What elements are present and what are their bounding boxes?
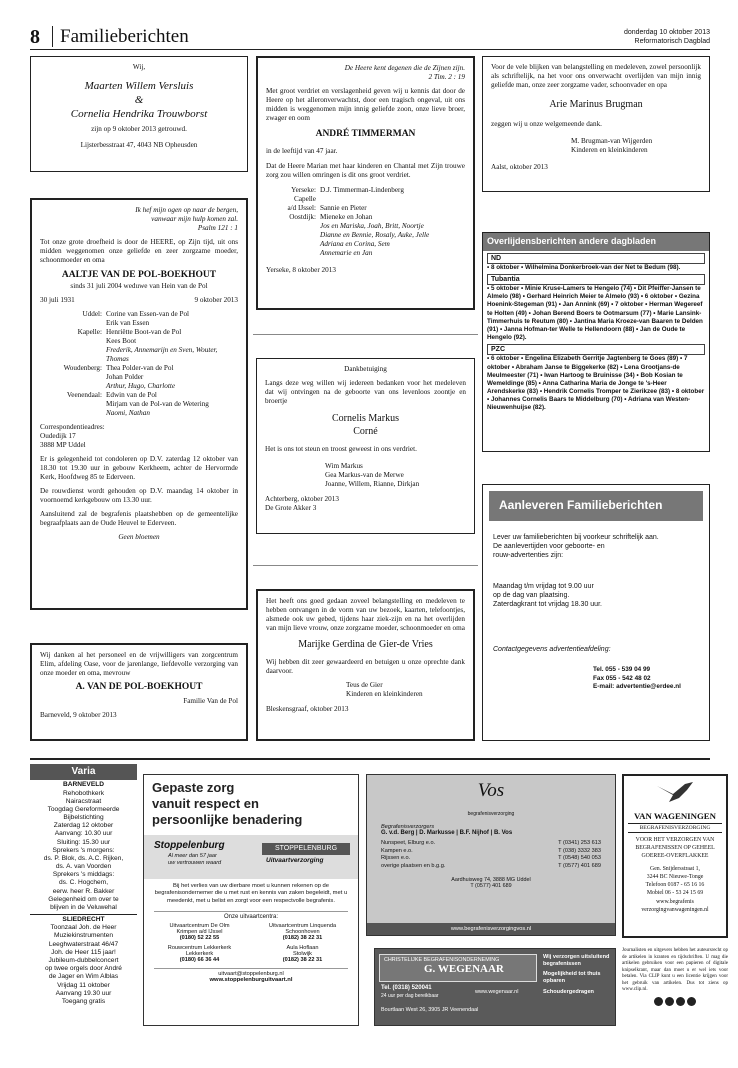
- family-location: Kapelle:: [77, 327, 102, 336]
- submit-text: rouw-advertenties zijn:: [493, 551, 564, 559]
- verse-line2: vanwaar mijn hulp komen zal.: [151, 215, 238, 223]
- family-location: [40, 346, 102, 364]
- signer: Gea Markus-van de Merwe: [325, 471, 404, 479]
- family-location: [40, 400, 102, 409]
- deceased-name: Arie Marinus Brugman: [549, 99, 643, 110]
- family-location: a/d IJssel:: [287, 203, 316, 212]
- clip-circle-icon: [654, 997, 663, 1006]
- centrum-name: Uitvaartcentrum De Olm: [169, 923, 230, 930]
- other-papers-obituaries: [482, 232, 710, 452]
- family-member: Henriëtte Boot-van de Pol: [106, 327, 182, 336]
- wegenaar-address: Bourtlaan West 26, 3905 JR Veenendaal: [381, 1007, 479, 1013]
- thanks-address: De Grote Akker 3: [265, 504, 317, 512]
- signer: Teus de Gier: [346, 680, 383, 689]
- corr-street: Oudedijk 17: [40, 431, 76, 440]
- vos-website[interactable]: www.begrafenisverzorgingvos.nl: [367, 923, 615, 935]
- centrum-phone: (0182) 38 22 31: [282, 957, 323, 964]
- deceased-since: sinds 31 juli 2004 weduwe van Hein van de Pol: [70, 281, 208, 290]
- family-member: Dianne en Bennie, Rosaly, Auke, Jelle: [320, 230, 430, 239]
- family-member: D.J. Timmerman-Lindenberg: [320, 185, 404, 194]
- obituary-text: Dat de Heere Marian met haar kinderen en Chantal met Zijn trouwe zorg zou willen omringen is dit ons groot verdriet.: [266, 161, 465, 179]
- varia-line: Sluiting: 15.30 uur: [56, 838, 111, 846]
- wegenaar-features: [543, 954, 611, 996]
- page-number: 8: [30, 26, 40, 48]
- ad-headline: persoonlijke benadering: [152, 811, 303, 827]
- ad-vos: [366, 774, 616, 936]
- deadline: Zaterdagkrant tot vrijdag 18.30 uur.: [493, 601, 602, 609]
- varia-line: Joh. de Heer 115 jaar!: [51, 948, 116, 956]
- office-phone: T (0341) 253 613: [558, 840, 601, 846]
- varia-heading: Varia: [30, 764, 137, 780]
- marriage-head: Wij,: [132, 63, 146, 71]
- family-location: Veenendaal:: [66, 390, 102, 399]
- varia-line: Aanvang: 10.30 uur: [54, 830, 113, 838]
- thanks-name: A. VAN DE POL-BOEKHOUT: [75, 682, 203, 692]
- contact-email[interactable]: E-mail: advertentie@erdee.nl: [593, 682, 681, 690]
- office-area: Kampen e.o.: [381, 847, 413, 854]
- clip-circle-icon: [676, 997, 685, 1006]
- family-list: [266, 186, 465, 258]
- service-text: De rouwdienst wordt gehouden op D.V. maandag 14 oktober in voornoemd kerkgebouw om 13.30 uur.: [40, 486, 238, 504]
- thanks-corne: [256, 358, 475, 534]
- thanks-text: Wij danken al het personeel en de vrijwilligers van zorgcentrum Elim, afdeling Oase, voor de jarenlange, liefdevolle verzorging van onze moeder en oma, mevrouw: [40, 651, 238, 677]
- vw-phone: Telefoon 0187 - 65 16 16: [645, 882, 705, 889]
- ad-stoppelenburg: [143, 774, 359, 1026]
- section-heading: Overlijdensberichten andere dagbladen: [483, 233, 709, 251]
- vos-office-row: [381, 855, 601, 863]
- family-location: [266, 249, 316, 258]
- paper-label-tubantia: Tubantia: [487, 274, 705, 285]
- ad-brand-band: [144, 835, 358, 879]
- brand-logo-sub: Uitvaartverzorging: [266, 856, 324, 864]
- thanks-place: Aalst, oktober 2013: [491, 162, 548, 171]
- thanks-brugman: [482, 56, 710, 192]
- signers: [325, 462, 466, 489]
- family-member: Johan Polder: [106, 372, 144, 381]
- obituary-aaltje: [30, 198, 248, 610]
- vos-logo: [367, 775, 615, 820]
- signer: Kinderen en kleinkinderen: [346, 689, 423, 698]
- paper-label-nd: ND: [487, 253, 705, 264]
- wegenaar-website[interactable]: www.wegenaar.nl: [475, 989, 519, 995]
- logo-sub: begrafenisverzorging: [467, 811, 515, 817]
- section-heading: Aanleveren Familieberichten: [489, 491, 703, 521]
- contact-phone: Tel. 055 - 539 04 99: [593, 666, 651, 674]
- verse-line1: Ik hef mijn ogen op naar de bergen,: [135, 206, 238, 214]
- marriage-notice: [30, 56, 248, 172]
- vos-offices: [367, 836, 615, 874]
- varia-line: op twee orgels door André: [45, 965, 122, 973]
- clip-notice: [622, 948, 728, 1026]
- ad-text: Bij het verlies van uw dierbare moet u kunnen rekenen op de begrafenisondernemer die u met rust en kennis van zaken begeleidt, met u meedenkt, met u belist en zorgt voor een respectvolle begrafenis.: [154, 882, 348, 905]
- varia-line: eerw. heer R. Bakker: [52, 887, 115, 895]
- family-member: Edwin van de Pol: [106, 390, 157, 399]
- verse-line: De Heere kent degenen die de Zijnen zijn.: [344, 64, 465, 72]
- clip-logo: [622, 997, 728, 1006]
- varia-line: Aanvang 19.30 uur: [55, 989, 112, 997]
- varia-line: BARNEVELD: [62, 781, 105, 789]
- thanks-text: Langs deze weg willen wij iedereen bedanken voor het medeleven dat wij ontvingen na de geboorte van ons levenloos zoontje en broertje: [265, 379, 466, 405]
- ad-email[interactable]: uitvaart@stoppelenburg.nl: [154, 968, 348, 977]
- varia-line: de Jager en Wim Alblas: [48, 973, 119, 981]
- family-location: [40, 382, 102, 391]
- child-name: Cornelis Markus: [332, 413, 399, 424]
- centrum-name: Aula Hoflaan: [286, 945, 319, 952]
- thanks-text: Voor de vele blijken van belangstelling en medeleven, zowel persoonlijk als schriftelijk, na het voor ons onverwacht overlijden van mijn innig geliefde man, onze zeer zorgzame vader, schoonvader en opa: [491, 63, 701, 89]
- family-member: Adriana en Corina, Sem: [320, 239, 390, 248]
- thanks-gier: [256, 589, 475, 741]
- family-location: Uddel:: [82, 309, 102, 318]
- section-title: Familieberichten: [60, 26, 189, 47]
- thanks-text2: zeggen wij u onze welgemeende dank.: [491, 119, 602, 128]
- obituary-intro: Met groot verdriet en verslagenheid geven wij u kennis dat door de Heere op het alleronverwachtst, door een tragisch ongeval, uit ons midden is weggenomen mijn innig geliefde zoon, onze lieve broer, zwager en oom: [266, 87, 465, 122]
- marriage-address: Lijsterbesstraat 47, 4043 NB Opheusden: [80, 141, 198, 150]
- deadline: op de dag van plaatsing.: [493, 591, 570, 599]
- family-location: [266, 231, 316, 240]
- brand-sub: uw vertrouwen waard: [168, 859, 222, 866]
- thanks-heading: Dankbetuiging: [344, 365, 387, 373]
- ad-headline: vanuit respect en: [152, 795, 259, 811]
- varia-line: Toonzaal Joh. de Heer: [50, 924, 117, 932]
- centrum-phone: (0180) 52 22 55: [179, 935, 220, 942]
- varia-line: blijven in de Veluwehal: [50, 903, 117, 911]
- dove-icon: [655, 780, 695, 806]
- family-member: Erik van Essen: [106, 318, 150, 327]
- family-member: Corine van Essen-van de Pol: [106, 309, 190, 318]
- thanks-text2: Wij hebben dit zeer gewaardeerd en betuigen u onze oprechte dank daarvoor.: [266, 657, 465, 675]
- ad-headline: Gepaste zorg: [152, 780, 235, 795]
- vw-sub: BEGRAFENISVERZORGING: [628, 823, 722, 833]
- logo-text: Vos: [477, 780, 505, 801]
- divider: [253, 334, 478, 335]
- clip-circle-icon: [665, 997, 674, 1006]
- family-location: Woudenberg:: [63, 363, 102, 372]
- feature: Wij verzorgen uitsluitend begrafenissen: [543, 954, 610, 967]
- vw-address: 3244 BC Nieuwe-Tonge: [646, 873, 704, 880]
- paper-text-nd: • 8 oktober • Wilhelmina Donkerbroek-van der Net te Bedum (98).: [487, 263, 681, 271]
- family-location: Yerseke:: [291, 185, 316, 194]
- centrum-place: Schoonhoven: [285, 929, 320, 936]
- verse-ref: 2 Tim. 2 : 19: [428, 73, 465, 81]
- clip-text: Journalisten en uitgevers hebben het auteursrecht op de artikelen in kranten en tijdschriften. U mag die artikelen gebruiken voor een papieren of digitale knipselkrant, maar dan moet u er wel iets voor betalen. Via CLIP kunt u een licentie krijgen voor het gebruik van artikelen. Dus tot ziens op www.clip.nl.: [622, 948, 728, 992]
- vos-address: Aardhuisweg 74, 3888 MG Uddel: [451, 877, 531, 884]
- varia-line: Muziekinstrumenten: [53, 932, 113, 940]
- vw-address: Gen. Snijdersstraat 1,: [650, 865, 700, 872]
- header-paper: Reformatorisch Dagblad: [634, 38, 710, 45]
- office-area: Nunspeet, Elburg e.o.: [381, 840, 436, 846]
- centrum-place: Lekkerkerk: [185, 951, 214, 958]
- family-member: Mirjam van de Pol-van de Wetering: [106, 399, 209, 408]
- centra-grid: [144, 920, 358, 966]
- family-location: Capelle: [294, 194, 316, 203]
- varia-line: Rehobothkerk: [62, 789, 105, 797]
- centrum: [148, 945, 251, 963]
- signer: Wim Markus: [325, 462, 363, 470]
- vw-line: BEGRAFENISSEN OP GEHEEL: [635, 845, 715, 852]
- vw-line: GOEREE-OVERFLAKKEE: [641, 853, 709, 860]
- varia-line: Zaterdag 12 oktober: [53, 822, 114, 830]
- vos-office-row: [381, 848, 601, 856]
- varia-line: Sprekers 's morgens:: [52, 846, 115, 854]
- feature: Schoudergedragen: [543, 988, 594, 995]
- brand-name: Stoppelenburg: [154, 839, 225, 851]
- family-member: Annemarie en Jan: [320, 248, 373, 257]
- deceased-name: ANDRÉ TIMMERMAN: [315, 129, 416, 139]
- vw-name: VAN WAGENINGEN: [633, 811, 717, 821]
- varia-line: Leeghwaterstraat 46/47: [48, 940, 119, 948]
- centrum: [251, 923, 354, 941]
- varia-item-sliedrecht: [30, 915, 137, 1006]
- deadline: Maandag t/m vrijdag tot 9.00 uur: [493, 582, 594, 590]
- burial-text: Aansluitend zal de begrafenis plaatshebben op de gemeentelijke begraafplaats aan de Oude Heuvel te Ederveen.: [40, 509, 238, 527]
- vw-line: VOOR HET VERZORGEN VAN: [635, 837, 715, 843]
- deceased-name: Marijke Gerdina de Gier-de Vries: [298, 639, 433, 650]
- signer: Joanne, Willem, Rianne, Dirkjan: [325, 480, 420, 488]
- bride-name: Cornelia Hendrika Trouwborst: [70, 107, 208, 120]
- centra-label: Onze uitvaartcentra:: [154, 911, 348, 920]
- vos-names: G. v.d. Berg | D. Markusse | B.F. Nijhof | B. Vos: [381, 830, 513, 836]
- family-member: Jos en Mariska, Joah, Britt, Noortje: [320, 221, 424, 230]
- contact-fax: Fax 055 - 542 48 02: [593, 674, 651, 682]
- varia-line: SLIEDRECHT: [62, 916, 105, 924]
- header-date: donderdag 10 oktober 2013: [623, 29, 710, 36]
- thanks-place: Bleskensgraaf, oktober 2013: [266, 704, 349, 713]
- ad-van-wageningen: [622, 774, 728, 938]
- centrum-phone: (0180) 66 36 44: [179, 957, 220, 964]
- vw-logo: [624, 776, 726, 811]
- vos-phone: T (0577) 401 689: [470, 883, 512, 890]
- thanks-personnel: [30, 643, 248, 741]
- signers: [346, 681, 465, 699]
- family-member: Sannie en Pieter: [320, 203, 367, 212]
- family-location: [40, 409, 102, 418]
- contact-label: Contactgegevens advertentieafdeling:: [493, 646, 611, 654]
- ampersand: &: [134, 93, 144, 106]
- vw-website[interactable]: www.begrafenis: [656, 898, 694, 905]
- centrum-name: Rouwcentrum Lekkerkerk: [167, 945, 232, 952]
- wegenaar-type: CHRISTELIJKE BEGRAFENISONDERNEMING: [384, 957, 500, 963]
- family-member: Arthur, Hugo, Charlotte: [106, 381, 176, 390]
- vw-info: [624, 836, 726, 914]
- varia-line: ds. A. van Voorden: [55, 863, 112, 871]
- birth-date: 30 juli 1931: [40, 295, 75, 304]
- varia-line: ds. C. Hogchem,: [58, 879, 109, 887]
- centrum: [148, 923, 251, 941]
- verse-ref: Psalm 121 : 1: [197, 224, 238, 232]
- family-location: Oostdijk:: [289, 212, 316, 221]
- office-area: Rijssen e.o.: [381, 855, 411, 862]
- office-phone: T (0548) 540 053: [558, 855, 601, 862]
- varia-line: Toogdag Gereformeerde: [47, 805, 120, 813]
- varia-line: ds. P. Blok, ds. A.C. Rijken,: [43, 854, 124, 862]
- varia-line: Jubileum-dubbelconcert: [48, 957, 119, 964]
- vos-office-row: [381, 863, 601, 871]
- submission-info: [482, 484, 710, 741]
- thanks-family: Familie Van de Pol: [183, 696, 238, 705]
- thanks-place: Barneveld, 9 oktober 2013: [40, 710, 117, 719]
- family-location: [40, 337, 102, 346]
- centrum-place: Krimpen a/d IJssel: [176, 929, 223, 936]
- varia-line: Gelegenheid om over te: [48, 895, 119, 903]
- signers: [571, 137, 701, 155]
- signer: M. Brugman-van Wijgerden: [571, 136, 653, 145]
- family-location: [40, 373, 102, 382]
- paper-text-pzc: • 6 oktober • Engelina Elizabeth Gerritje Jagtenberg te Goes (89) • 7 oktober • Abraham Janse te Biggekerke (82) • Lena Grootjans-de Meulmeester (71) • Iwan Hartoog te Bruinisse (34) • Bob Kosian te Wemeldinge (85) • Anna Catharina Maria de Jonge te 's-Heer Arendskerke (83) • Hendrik Cornelis Tromper te Zierikzee (83) • 8 oktober • Johannes Cornelis Baars te Middelburg (70) • Adriana van Westen-Nieuwenhuijse (82).: [487, 355, 705, 412]
- deceased-name: AALTJE VAN DE POL-BOEKHOUT: [61, 270, 217, 280]
- thanks-place: Achterberg, oktober 2013: [265, 495, 339, 503]
- wegenaar-name: G. WEGENAAR: [424, 963, 504, 975]
- office-area: overige plaatsen en b.g.g.: [381, 862, 446, 869]
- bottom-rule: [30, 758, 710, 760]
- header-divider: [52, 26, 53, 47]
- obituary-intro: Tot onze grote droefheid is door de HEERE, op Zijn tijd, uit ons midden weggenomen onze geliefde en zeer zorgzame moeder, schoonmoeder en oma: [40, 238, 238, 264]
- family-member: Mieneke en Johan: [320, 212, 373, 221]
- brand-sub: Al meer dan 57 jaar: [168, 852, 217, 859]
- page-header: [30, 24, 710, 50]
- signer: Kinderen en kleinkinderen: [571, 145, 648, 154]
- wegenaar-phone: Tel. (0318) 520041: [381, 985, 432, 991]
- varia-column: [30, 764, 137, 1056]
- clip-circle-icon: [687, 997, 696, 1006]
- deceased-age: in de leeftijd van 47 jaar.: [266, 146, 338, 155]
- divider: [253, 565, 478, 566]
- submit-text: De aanlevertijden voor geboorte- en: [493, 542, 605, 550]
- office-phone: T (038) 3332 383: [558, 847, 601, 854]
- groom-name: Maarten Willem Versluis: [84, 80, 194, 92]
- family-member: Kees Boot: [106, 336, 137, 345]
- corr-zip: 3888 MP Uddel: [40, 440, 86, 449]
- ad-wegenaar: [374, 948, 616, 1026]
- varia-line: Bijbelstichting: [63, 814, 104, 822]
- family-member: Thea Polder-van de Pol: [106, 363, 174, 372]
- vw-mobile: Mobiel 06 - 53 24 15 69: [646, 890, 704, 897]
- death-date: 9 oktober 2013: [194, 295, 238, 304]
- centrum: [251, 945, 354, 963]
- corr-label: Correspondentieadres:: [40, 422, 105, 431]
- family-member: Frederik, Annemarijn en Sven, Wouter, Thomas: [106, 345, 218, 363]
- centrum-place: Stolwijk: [293, 951, 312, 958]
- varia-line: Toegang gratis: [61, 997, 106, 1005]
- family-location: [266, 222, 316, 231]
- varia-line: Nairacstraat: [65, 797, 102, 805]
- submit-text: Lever uw familieberichten bij voorkeur schriftelijk aan.: [493, 533, 659, 541]
- condolence-text: Er is gelegenheid tot condoleren op D.V. zaterdag 12 oktober van 18.30 tot 19.30 uur in gebouw Kerkheem, achter de Hervormde Kerk, Hoofdweg 85 te Ederveen.: [40, 454, 238, 481]
- feature: Mogelijkheid tot thuis opbaren: [543, 971, 601, 985]
- family-member: [320, 195, 465, 204]
- varia-item-barneveld: [30, 780, 137, 915]
- family-location: [266, 240, 316, 249]
- thanks-text2: Het is ons tot steun en troost geweest in ons verdriet.: [265, 445, 417, 453]
- dates-row: [40, 296, 238, 305]
- paper-text-tubantia: • 5 oktober • Minie Kruse-Lamers te Hengelo (74) • Dit Pfeiffer-Jansen te Almelo (98) • Gerhard Heinrich Meier te Almelo (93) • 6 oktober • Gezina Hoenink-Stegeman (91) • Jan Annink (69) • 7 oktober • Herman Wegereef te Holten (49) • Johan Berend Boers te Ootmarsum (77) • Marie Lansink-Timmerhuis te Reutum (80) • Jantina Maria Kroeze-van Baaren te Delden (91) • Janna Hofman-ter Welle te Hellendoorn (88) • Jan de Oude te Hengelo (92).: [487, 285, 703, 342]
- paper-label-pzc: PZC: [487, 344, 705, 355]
- varia-line: Sprekers 's middags:: [52, 871, 115, 879]
- child-nickname: Corné: [353, 425, 378, 437]
- wegenaar-banner: [379, 954, 537, 982]
- vos-office-row: [381, 840, 601, 848]
- vos-role: Begrafenisverzorgers: [381, 824, 435, 830]
- brand-logo: STOPPELENBURG: [262, 843, 350, 855]
- centrum-name: Uitvaartcentrum Linquenda: [268, 923, 337, 930]
- obituary-andre: [256, 56, 475, 310]
- family-member: Naomi, Nathan: [106, 408, 150, 417]
- marriage-line: zijn op 9 oktober 2013 getrouwd.: [91, 125, 187, 134]
- varia-line: Vrijdag 11 oktober: [57, 981, 110, 989]
- thanks-text: Het heeft ons goed gedaan zoveel belangstelling en medeleven te hebben ontvangen in de vorm van uw bezoek, kaarten, telefoontjes, alsmede ook uw gebed, tijdens haar ziek-zijn en na het overlijden van mijn lieve vrouw, onze zorgzame moeder, schoonmoeder en oma: [266, 597, 465, 632]
- no-flowers: Geen bloemen: [118, 532, 160, 541]
- family-list: [40, 310, 238, 418]
- office-phone: T (0577) 401 689: [558, 862, 601, 869]
- centrum-phone: (0182) 38 22 31: [282, 935, 323, 942]
- obituary-place: Yerseke, 8 oktober 2013: [266, 265, 336, 274]
- vw-website[interactable]: verzorgingvanwageningen.nl: [641, 906, 709, 913]
- family-location: [40, 319, 102, 328]
- wegenaar-sub: 24 uur per dag bereikbaar: [381, 993, 439, 999]
- ad-website[interactable]: www.stoppelenburguitvaart.nl: [209, 977, 293, 984]
